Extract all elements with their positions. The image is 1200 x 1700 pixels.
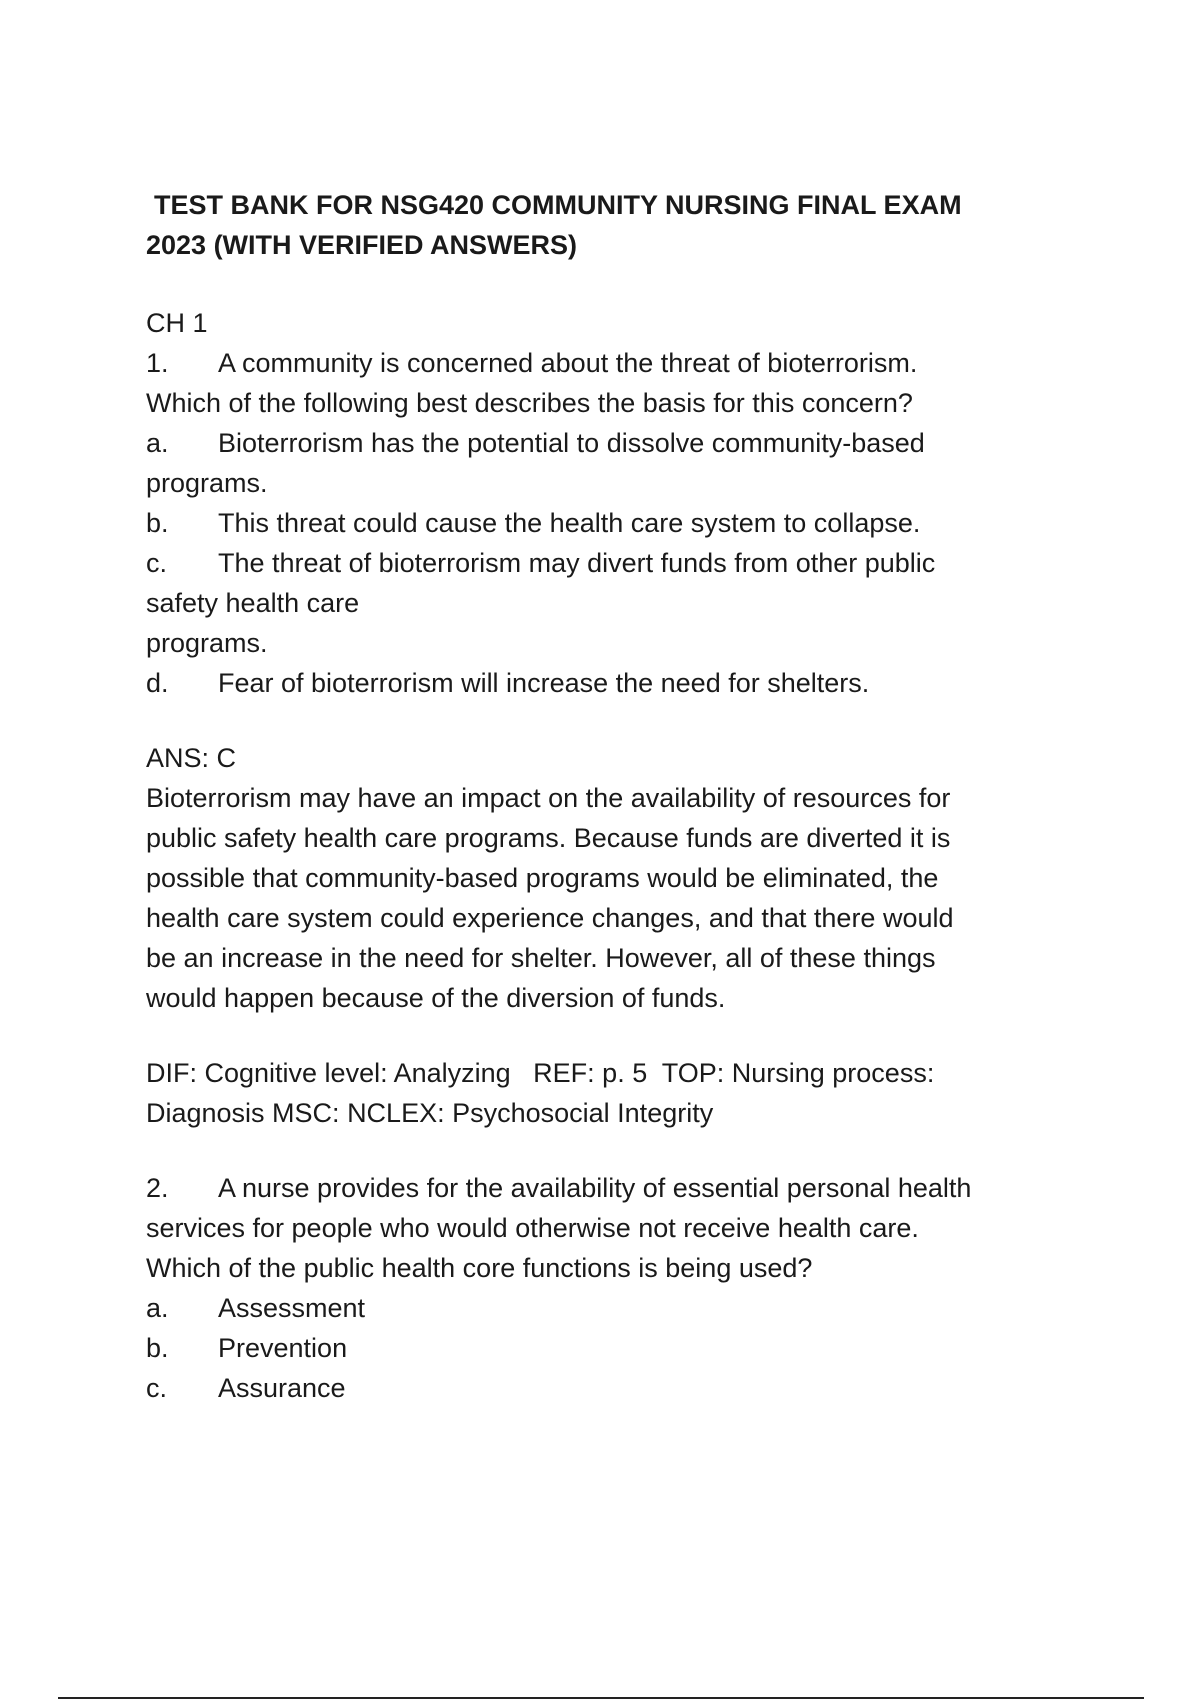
option-letter: c. — [146, 1373, 168, 1403]
option-c — [146, 1368, 1086, 1408]
rationale-line: would happen because of the diversion of funds. — [146, 983, 726, 1013]
option-text: Bioterrorism has the potential to dissolve community-based — [218, 428, 925, 458]
option-text: Assurance — [218, 1373, 346, 1403]
rationale-line: possible that community-based programs would be eliminated, the — [146, 863, 939, 893]
metadata-line: Diagnosis MSC: NCLEX: Psychosocial Integrity — [146, 1098, 714, 1128]
option-a — [146, 423, 1086, 463]
option-letter: d. — [146, 668, 169, 698]
option-text: This threat could cause the health care system to collapse. — [218, 508, 921, 538]
option-letter: b. — [146, 1333, 169, 1363]
page-bottom-divider — [58, 1697, 1144, 1699]
option-text-continued: programs. — [146, 468, 268, 498]
question-text-continued: Which of the following best describes the basis for this concern? — [146, 388, 913, 418]
option-d — [146, 663, 1086, 703]
question-1 — [146, 343, 1086, 1133]
option-letter: c. — [146, 548, 168, 578]
rationale-line: be an increase in the need for shelter. However, all of these things — [146, 943, 936, 973]
rationale — [146, 778, 1086, 1018]
option-c — [146, 543, 1086, 583]
metadata-line: DIF: Cognitive level: Analyzing REF: p. 5 TOP: Nursing process: — [146, 1058, 935, 1088]
question-number: 1. — [146, 348, 169, 378]
rationale-line: public safety health care programs. Because funds are diverted it is — [146, 823, 951, 853]
rationale-line: Bioterrorism may have an impact on the availability of resources for — [146, 783, 951, 813]
answer-key: ANS: C — [146, 743, 237, 773]
document-title-line1: TEST BANK FOR NSG420 COMMUNITY NURSING FINAL EXAM — [154, 190, 962, 220]
chapter-heading: CH 1 — [146, 308, 208, 338]
question-text-continued: services for people who would otherwise not receive health care. — [146, 1213, 919, 1243]
document-title-line2: 2023 (WITH VERIFIED ANSWERS) — [146, 230, 578, 260]
option-letter: b. — [146, 508, 169, 538]
question-text-continued: Which of the public health core functions is being used? — [146, 1253, 813, 1283]
option-b — [146, 503, 1086, 543]
option-text: Prevention — [218, 1333, 348, 1363]
option-letter: a. — [146, 428, 169, 458]
question-text: A nurse provides for the availability of essential personal health — [218, 1173, 972, 1203]
option-text: Fear of bioterrorism will increase the need for shelters. — [218, 668, 870, 698]
question-number: 2. — [146, 1173, 169, 1203]
option-a — [146, 1288, 1086, 1328]
option-text-continued: programs. — [146, 628, 268, 658]
question-metadata — [146, 1053, 1086, 1133]
question-2 — [146, 1168, 1086, 1408]
option-letter: a. — [146, 1293, 169, 1323]
option-text-continued: safety health care — [146, 588, 360, 618]
question-1-stem — [146, 343, 1086, 383]
option-text: Assessment — [218, 1293, 366, 1323]
question-2-stem — [146, 1168, 1086, 1208]
rationale-line: health care system could experience changes, and that there would — [146, 903, 954, 933]
option-b — [146, 1328, 1086, 1368]
question-text: A community is concerned about the threat of bioterrorism. — [218, 348, 918, 378]
option-text: The threat of bioterrorism may divert funds from other public — [218, 548, 936, 578]
document-page — [146, 185, 1086, 1408]
